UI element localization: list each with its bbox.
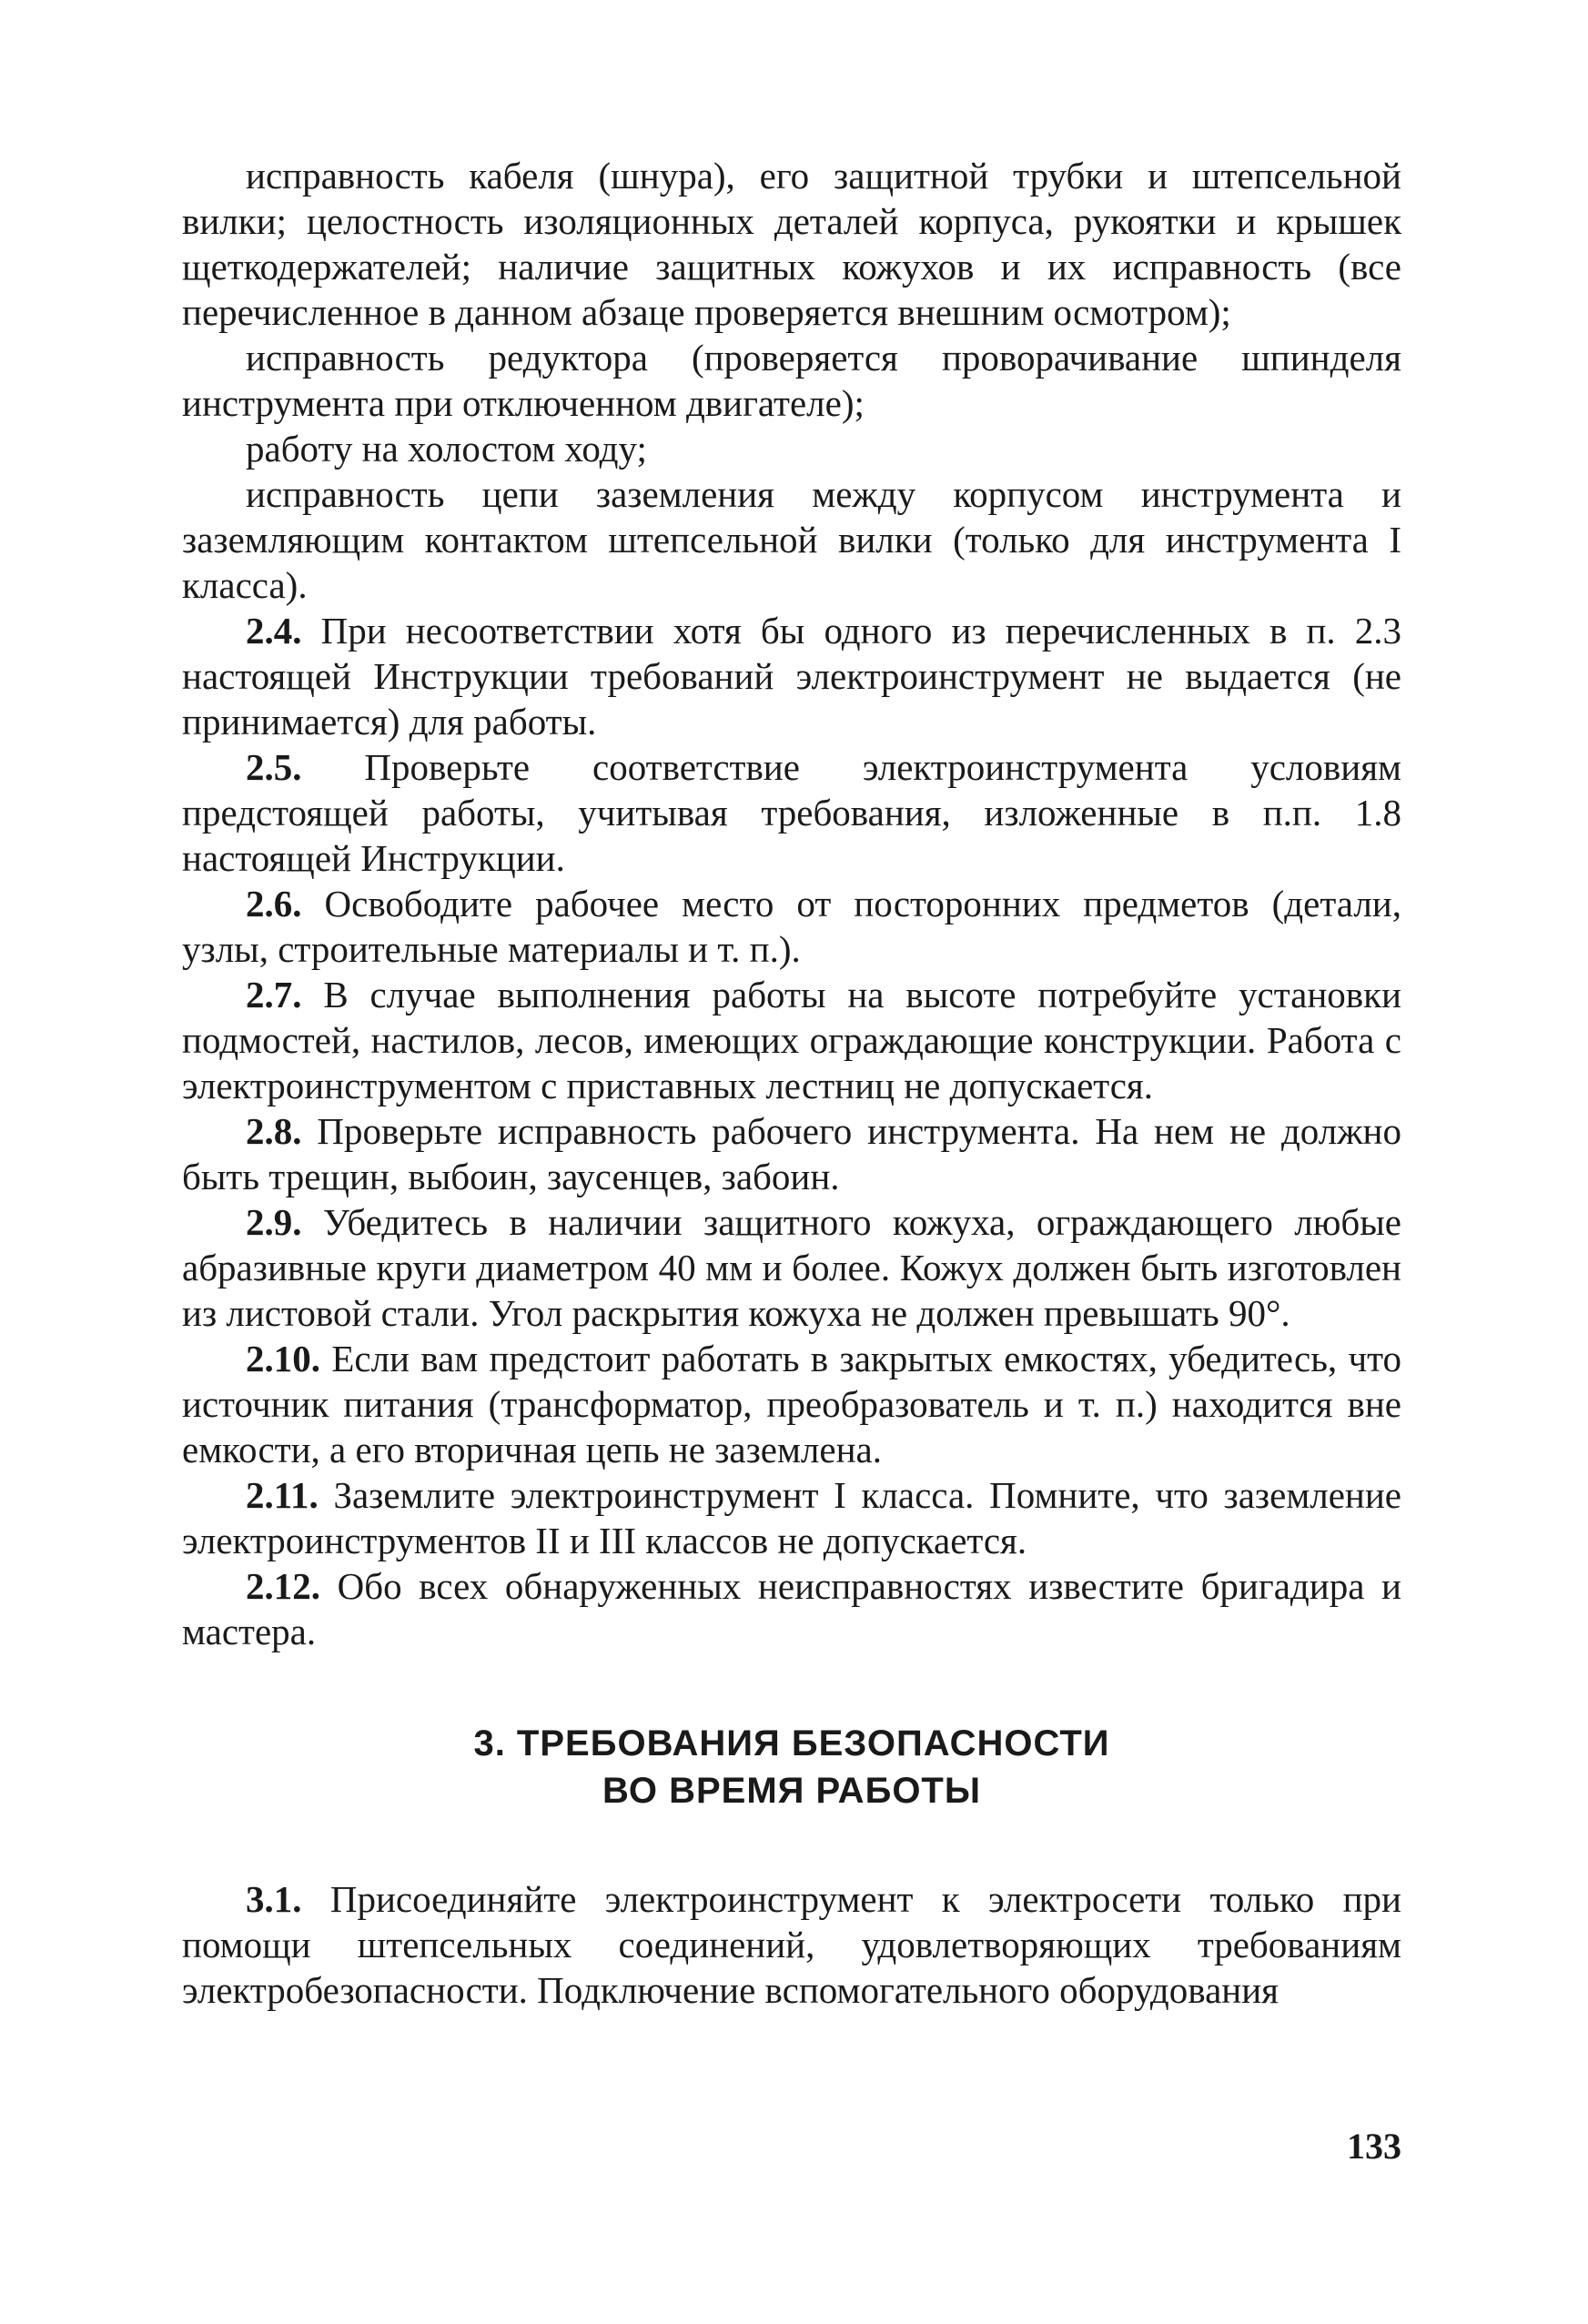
paragraph	[182, 1336, 1401, 1472]
section-heading-line1: 3. ТРЕБОВАНИЯ БЕЗОПАСНОСТИ	[473, 1723, 1110, 1763]
paragraph	[182, 1472, 1401, 1563]
paragraph	[182, 1876, 1401, 2013]
paragraph	[182, 608, 1401, 744]
clause-number: 2.9.	[246, 1201, 302, 1243]
paragraphs-bottom	[182, 1876, 1401, 2013]
clause-number: 2.8.	[246, 1110, 302, 1152]
clause-number: 2.7.	[246, 974, 302, 1015]
section-heading-line2: ВО ВРЕМЯ РАБОТЫ	[602, 1771, 982, 1811]
paragraph-text: Проверьте исправность рабочего инструмента. На нем не должно быть трещин, выбоин, заусенцев, забоин.	[182, 1110, 1401, 1197]
clause-number: 2.12.	[246, 1565, 320, 1607]
paragraph-text: Проверьте соответствие электроинструмента условиям предстоящей работы, учитывая требования, изложенные в п.п. 1.8 настоящей Инструкции.	[182, 746, 1401, 879]
paragraph	[182, 153, 1401, 335]
paragraph	[182, 1108, 1401, 1199]
clause-number: 2.5.	[246, 746, 302, 788]
paragraph-text: При несоответствии хотя бы одного из перечисленных в п. 2.3 настоящей Инструкции требований электроинструмент не выдается (не принимается) для работы.	[182, 610, 1401, 743]
paragraph-text: Освободите рабочее место от посторонних предметов (детали, узлы, строительные материалы и т. п.).	[182, 883, 1401, 970]
paragraph-text: Присоединяйте электроинструмент к электросети только при помощи штепсельных соединений, удовлетворяющих требованиям электробезопасности. Подключение вспомогательного оборудования	[182, 1878, 1401, 2011]
paragraph	[182, 1563, 1401, 1654]
paragraph-text: работу на холостом ходу;	[246, 428, 647, 470]
paragraph	[182, 471, 1401, 608]
paragraph	[182, 972, 1401, 1108]
paragraphs-top	[182, 153, 1401, 1654]
clause-number: 2.11.	[246, 1474, 319, 1516]
paragraph-text: Убедитесь в наличии защитного кожуха, ограждающего любые абразивные круги диаметром 40 мм и более. Кожух должен быть изготовлен из листовой стали. Угол раскрытия кожуха не должен превышать 90°.	[182, 1201, 1401, 1334]
paragraph	[182, 335, 1401, 426]
paragraph-text: исправность кабеля (шнура), его защитной трубки и штепсельной вилки; целостность изоляционных деталей корпуса, рукоятки и крышек щеткодержателей; наличие защитных кожухов и их исправность (все перечисленное в данном абзаце проверяется внешним осмотром);	[182, 155, 1401, 333]
paragraph-text: В случае выполнения работы на высоте потребуйте установки подмостей, настилов, лесов, имеющих ограждающие конструкции. Работа с электроинструментом с приставных лестниц не допускается.	[182, 974, 1401, 1106]
paragraph-text: Если вам предстоит работать в закрытых емкостях, убедитесь, что источник питания (трансформатор, преобразователь и т. п.) находится вне емкости, а его вторичная цепь не заземлена.	[182, 1338, 1401, 1470]
page-number: 133	[1347, 2126, 1401, 2167]
paragraph-text: Обо всех обнаруженных неисправностях известите бригадира и мастера.	[182, 1565, 1401, 1652]
clause-number: 2.10.	[246, 1338, 320, 1379]
clause-number: 3.1.	[246, 1878, 302, 1920]
paragraph-text: исправность редуктора (проверяется проворачивание шпинделя инструмента при отключенном двигателе);	[182, 337, 1401, 424]
clause-number: 2.6.	[246, 883, 302, 925]
paragraph	[182, 1199, 1401, 1336]
clause-number: 2.4.	[246, 610, 302, 652]
paragraph	[182, 744, 1401, 881]
paragraph-text: исправность цепи заземления между корпусом инструмента и заземляющим контактом штепсельной вилки (только для инструмента I класса).	[182, 473, 1401, 606]
paragraph-text: Заземлите электроинструмент I класса. Помните, что заземление электроинструментов II и III классов не допускается.	[182, 1474, 1401, 1561]
page-body	[182, 153, 1401, 2013]
paragraph	[182, 426, 1401, 471]
section-heading	[182, 1720, 1401, 1814]
paragraph	[182, 881, 1401, 972]
